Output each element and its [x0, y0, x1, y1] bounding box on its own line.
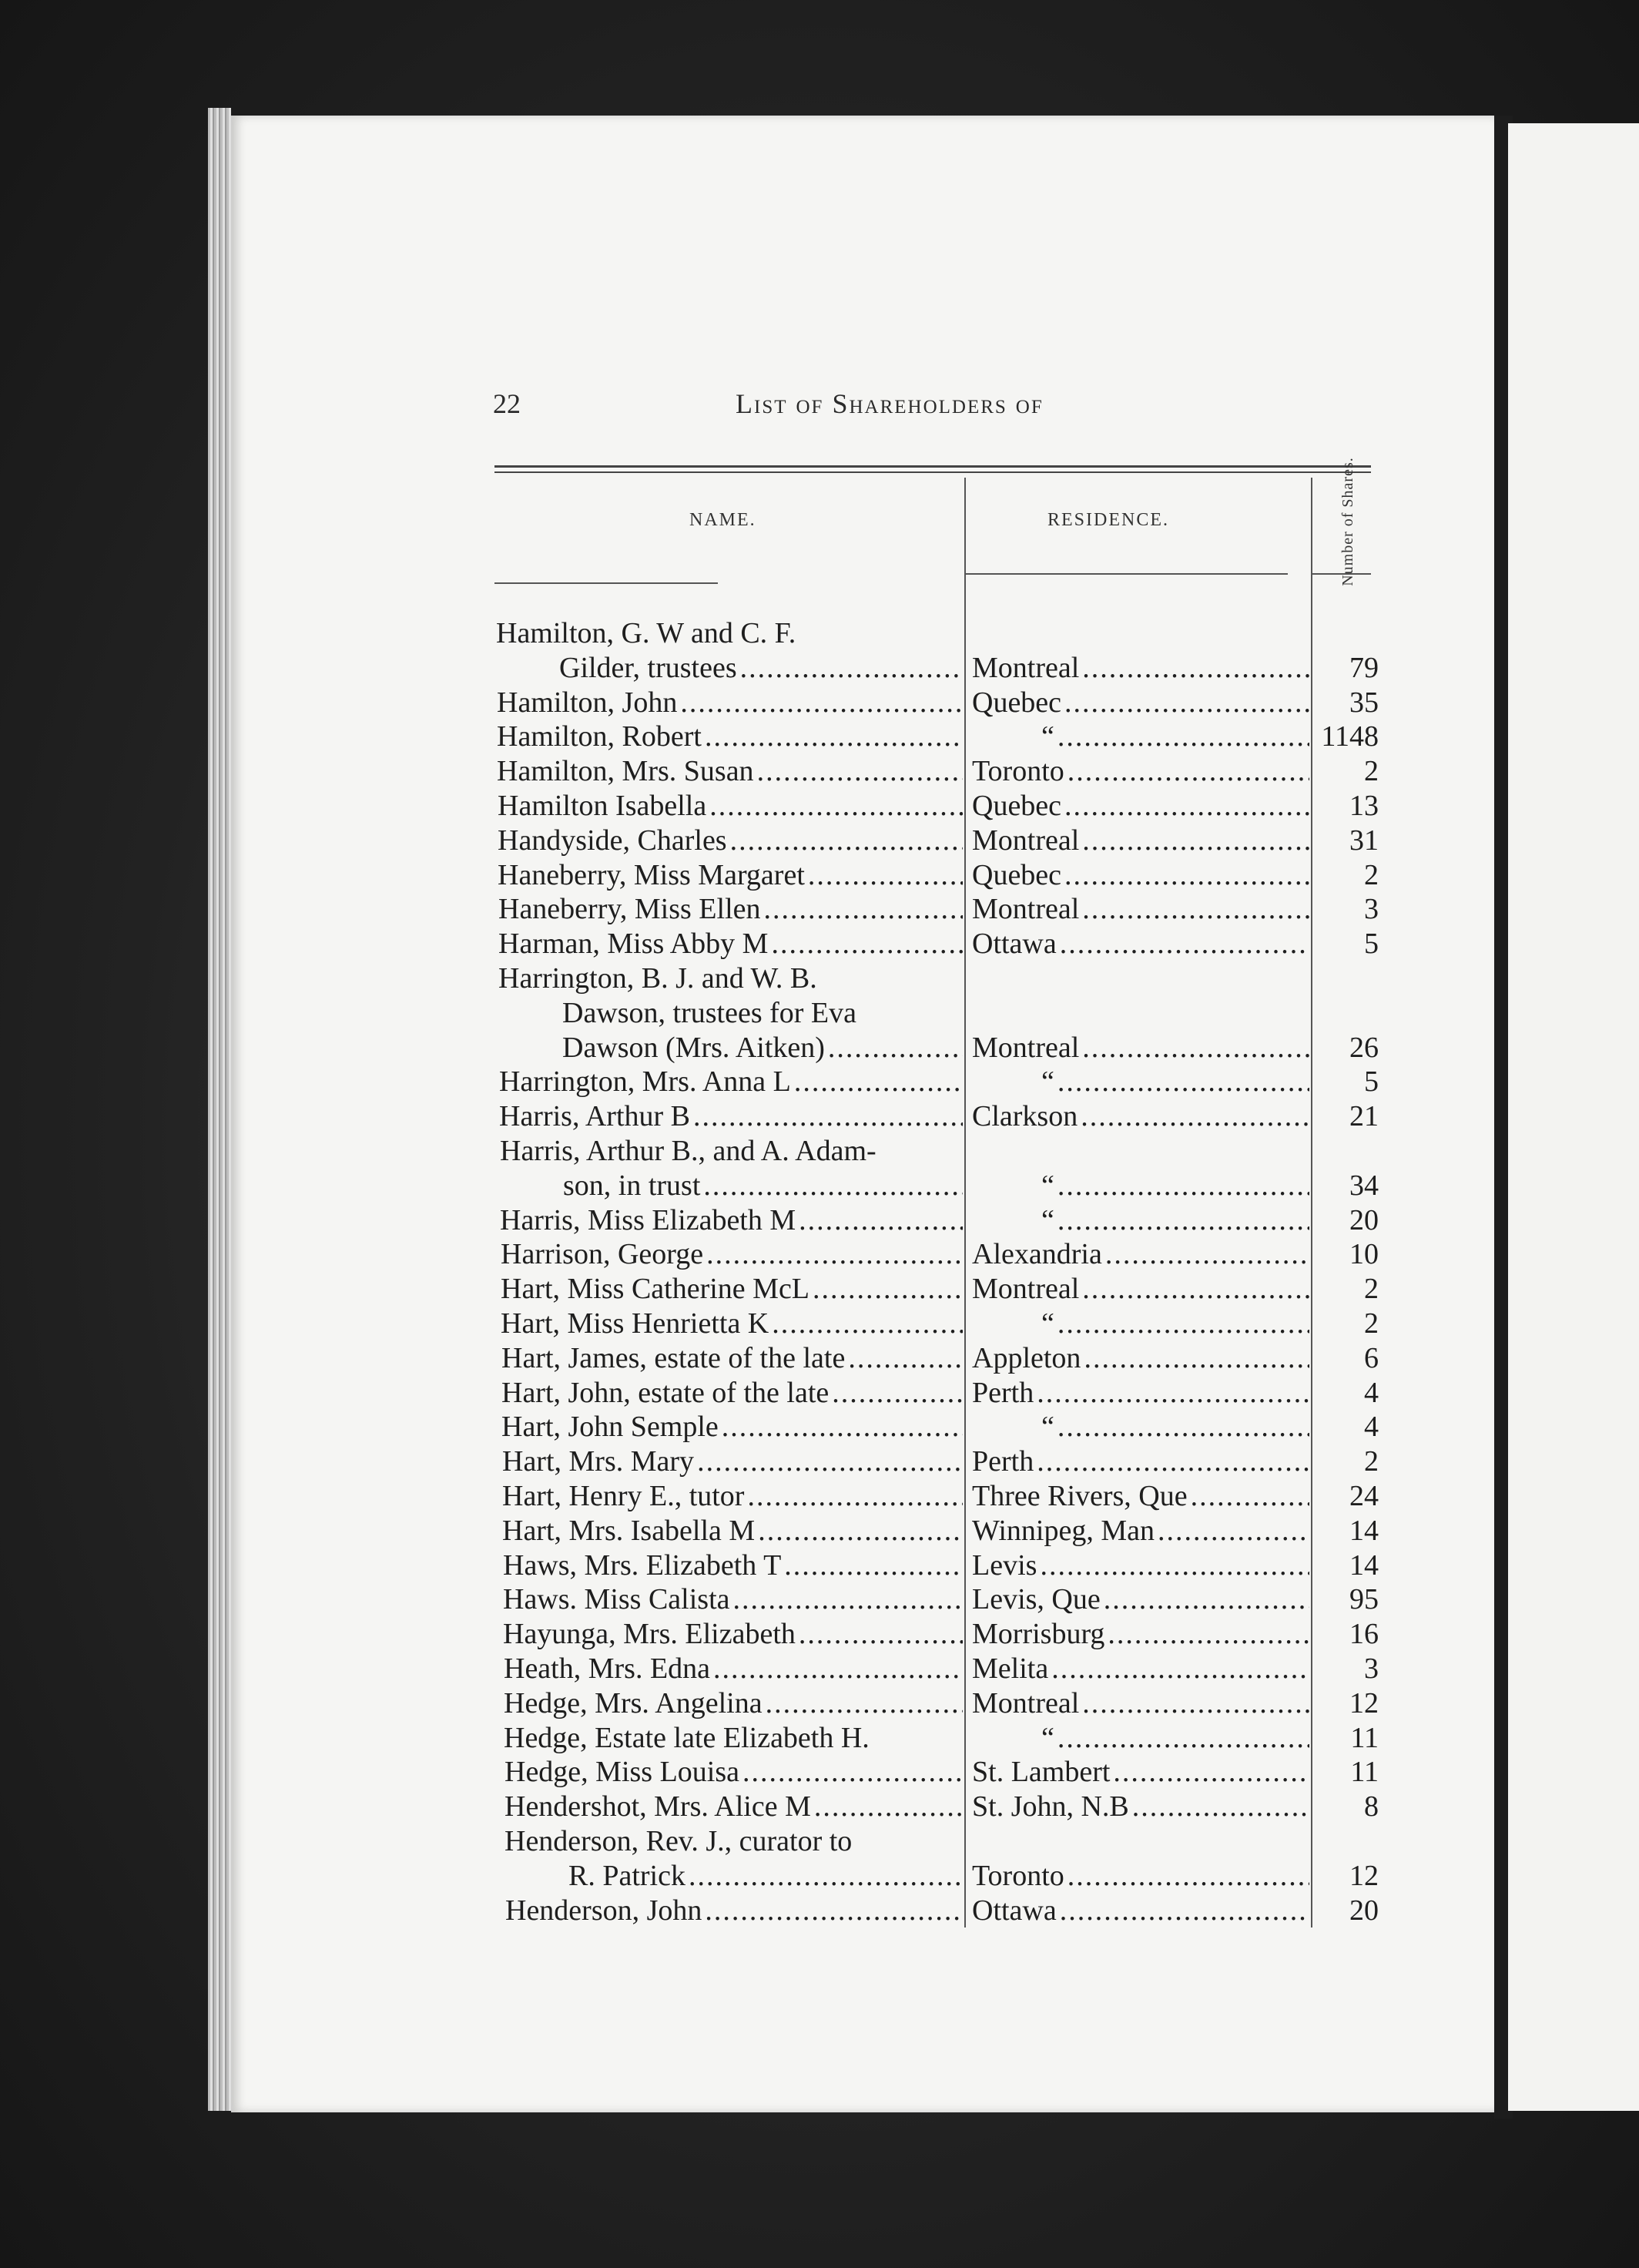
- shareholder-name: [563, 1169, 963, 1203]
- shareholder-shares: 4: [1364, 1376, 1379, 1409]
- shareholder-shares: 6: [1364, 1341, 1379, 1374]
- shareholder-residence-text: Quebec: [972, 859, 1064, 891]
- shareholder-residence: [972, 1686, 1309, 1720]
- shareholder-shares: 8: [1364, 1790, 1379, 1823]
- page-number: 22: [493, 388, 521, 419]
- table-row: [0, 1686, 1639, 1720]
- shareholder-residence: [972, 1652, 1309, 1686]
- shareholder-name-text: Harris, Arthur B: [499, 1100, 693, 1132]
- shareholder-shares: 3: [1364, 1652, 1379, 1685]
- shareholder-name-text: Henderson, Rev. J., curator to: [504, 1825, 855, 1857]
- shareholder-name: [504, 1790, 963, 1823]
- shareholder-residence-text: Perth: [972, 1445, 1037, 1478]
- shareholder-name-text: Haneberry, Miss Ellen: [498, 893, 764, 925]
- shareholder-shares: 2: [1364, 1445, 1379, 1478]
- table-row: [0, 1652, 1639, 1686]
- shareholder-name: [501, 1272, 963, 1306]
- table-row: [0, 1444, 1639, 1478]
- table-row: [0, 1721, 1639, 1755]
- page-title: List of Shareholders of: [736, 388, 1044, 419]
- shareholder-name-text: Harman, Miss Abby M: [498, 928, 771, 960]
- shareholder-name: [504, 1721, 963, 1755]
- shareholder-residence: [972, 1272, 1309, 1306]
- shareholder-name: [496, 616, 963, 650]
- shareholder-name-text: Hamilton, John: [497, 686, 680, 719]
- table-row: [0, 1894, 1639, 1927]
- shareholder-shares: 34: [1349, 1169, 1379, 1202]
- shareholder-residence-text: Montreal: [972, 1687, 1082, 1719]
- shareholder-residence: [972, 720, 1309, 753]
- shareholder-name: [501, 1307, 963, 1340]
- shareholder-shares: 20: [1349, 1203, 1379, 1236]
- shareholder-residence: [972, 1237, 1309, 1271]
- shareholder-name-text: Hamilton, Mrs. Susan: [497, 755, 757, 787]
- shareholder-shares: 2: [1364, 755, 1379, 788]
- shareholder-residence: [972, 1410, 1309, 1444]
- shareholder-residence-text: Montreal: [972, 1273, 1082, 1305]
- shareholder-shares: 95: [1349, 1583, 1379, 1616]
- shareholder-residence-text: Ottawa: [972, 928, 1060, 960]
- shareholder-name: [568, 1859, 963, 1893]
- table-row: [0, 686, 1639, 720]
- shareholder-shares: 20: [1349, 1894, 1379, 1927]
- table-row: [0, 1341, 1639, 1375]
- table-row: [0, 651, 1639, 685]
- shareholder-shares: 14: [1349, 1514, 1379, 1547]
- shareholder-residence-text: Morrisburg: [972, 1618, 1108, 1650]
- shareholder-residence-text: Quebec: [972, 790, 1064, 822]
- shareholder-name-text: Hart, Mrs. Isabella M: [502, 1515, 758, 1547]
- shareholder-name-text: Hamilton Isabella: [498, 790, 709, 822]
- shareholder-shares: 16: [1349, 1618, 1379, 1651]
- shareholder-residence-text: Levis: [972, 1549, 1040, 1582]
- table-row: [0, 1824, 1639, 1858]
- shareholder-name-text: Hart, James, estate of the late: [501, 1342, 848, 1374]
- shareholder-name: [498, 892, 963, 926]
- shareholder-residence: [972, 1894, 1309, 1927]
- shareholder-name-text: Hart, Henry E., tutor: [502, 1480, 747, 1512]
- column-header-name: NAME.: [689, 510, 756, 530]
- table-row: [0, 1203, 1639, 1237]
- table-row: [0, 789, 1639, 823]
- table-row: [0, 1237, 1639, 1271]
- shareholder-name-text: Hamilton, G. W and C. F.: [496, 617, 799, 649]
- shareholder-name: [505, 1894, 963, 1927]
- shareholder-name-text: Haneberry, Miss Margaret: [498, 859, 808, 891]
- shareholder-residence-text: “: [972, 1411, 1057, 1443]
- table-row: [0, 1755, 1639, 1789]
- shareholder-residence-text: Appleton: [972, 1342, 1084, 1374]
- shareholder-residence-text: Alexandria: [972, 1238, 1105, 1270]
- shareholder-name: [501, 1341, 963, 1375]
- shareholder-residence: [972, 1065, 1309, 1099]
- shareholder-name-text: Hamilton, Robert: [497, 720, 705, 753]
- shareholder-name: [499, 1065, 963, 1099]
- shareholder-name-text: Henderson, John: [505, 1894, 705, 1927]
- shareholder-shares: 14: [1349, 1548, 1379, 1582]
- shareholder-name-text: Harris, Arthur B., and A. Adam-: [500, 1135, 880, 1167]
- shareholder-residence: [972, 858, 1309, 892]
- shareholder-residence-text: Clarkson: [972, 1100, 1081, 1132]
- shareholder-name: [501, 1410, 963, 1444]
- shareholder-residence: [972, 927, 1309, 961]
- shareholder-residence-text: “: [972, 1722, 1057, 1754]
- shareholder-name: [502, 1514, 963, 1548]
- table-row: [0, 754, 1639, 788]
- shareholder-residence: [972, 892, 1309, 926]
- table-row: [0, 1859, 1639, 1893]
- shareholder-residence-text: Winnipeg, Man: [972, 1515, 1158, 1547]
- shareholder-shares: 5: [1364, 1065, 1379, 1099]
- shareholder-name-text: Harrington, Mrs. Anna L: [499, 1065, 794, 1098]
- shareholder-residence: [972, 1169, 1309, 1203]
- shareholder-residence-text: Three Rivers, Que: [972, 1480, 1191, 1512]
- table-row: [0, 1514, 1639, 1548]
- table-row: [0, 616, 1639, 650]
- shareholder-shares: 4: [1364, 1411, 1379, 1444]
- shareholder-residence: [972, 1755, 1309, 1789]
- table-row: [0, 892, 1639, 926]
- shareholder-residence: [972, 686, 1309, 720]
- shareholder-name-text: Haws, Mrs. Elizabeth T: [503, 1549, 784, 1582]
- shareholder-residence: [972, 651, 1309, 685]
- shareholder-residence: [972, 1514, 1309, 1548]
- shareholder-name: [498, 824, 963, 857]
- shareholder-name: [503, 1582, 963, 1616]
- shareholder-name-text: Handyside, Charles: [498, 824, 730, 857]
- shareholder-residence: [972, 1376, 1309, 1410]
- shareholder-residence-text: Quebec: [972, 686, 1064, 719]
- shareholder-residence-text: Montreal: [972, 824, 1082, 857]
- shareholder-shares: 12: [1349, 1686, 1379, 1719]
- shareholder-shares: 2: [1364, 1273, 1379, 1306]
- shareholder-name: [502, 1444, 963, 1478]
- shareholder-name: [498, 927, 963, 961]
- shareholder-name: [502, 1479, 963, 1513]
- shareholder-name-text: Harrington, B. J. and W. B.: [498, 962, 820, 995]
- shareholder-name: [498, 961, 963, 995]
- shareholder-residence: [972, 754, 1309, 788]
- shareholder-name-text: Dawson, trustees for Eva: [562, 997, 860, 1029]
- shareholder-name-text: Heath, Mrs. Edna: [504, 1652, 713, 1685]
- shareholder-shares: 13: [1349, 790, 1379, 822]
- shareholder-name-text: Hart, Mrs. Mary: [502, 1445, 697, 1478]
- shareholder-residence: [972, 1548, 1309, 1582]
- shareholder-shares: 11: [1350, 1721, 1379, 1754]
- shareholder-name: [497, 754, 963, 788]
- shareholder-name-text: Hart, Miss Henrietta K: [501, 1307, 772, 1340]
- shareholder-shares: 1148: [1321, 720, 1379, 753]
- shareholder-shares: 11: [1350, 1756, 1379, 1789]
- shareholder-residence: [972, 789, 1309, 823]
- column-header-shares-text: Number of Shares.: [1339, 457, 1356, 586]
- shareholder-name-text: Harrison, George: [501, 1238, 706, 1270]
- shareholder-residence-text: “: [972, 1169, 1057, 1202]
- table-row: [0, 1582, 1639, 1616]
- shareholder-name: [562, 1031, 963, 1065]
- shareholder-residence-text: Toronto: [972, 1860, 1068, 1892]
- table-row: [0, 824, 1639, 857]
- shareholder-name: [498, 858, 963, 892]
- table-row: [0, 1169, 1639, 1203]
- shareholder-name: [504, 1824, 963, 1858]
- table-row: [0, 1479, 1639, 1513]
- shareholder-residence: [972, 1721, 1309, 1755]
- shareholder-residence: [972, 1099, 1309, 1133]
- shareholder-name-text: Hedge, Estate late Elizabeth H.: [504, 1722, 873, 1754]
- shareholder-name: [501, 1237, 963, 1271]
- shareholder-shares: 2: [1364, 858, 1379, 891]
- shareholder-residence-text: “: [972, 720, 1057, 753]
- shareholder-residence-text: Montreal: [972, 893, 1082, 925]
- column-header-residence: RESIDENCE.: [1047, 510, 1169, 530]
- shareholder-name: [497, 720, 963, 753]
- shareholder-residence: [972, 1203, 1309, 1237]
- shareholder-name: [503, 1548, 963, 1582]
- table-row: [0, 1548, 1639, 1582]
- shareholder-name: [562, 996, 963, 1030]
- shareholder-name-text: R. Patrick: [568, 1860, 689, 1892]
- shareholder-residence-text: Ottawa: [972, 1894, 1060, 1927]
- table-row: [0, 1617, 1639, 1651]
- shareholder-name: [504, 1686, 963, 1720]
- shareholder-shares: 31: [1349, 824, 1379, 857]
- table-row: [0, 1099, 1639, 1133]
- shareholder-shares: 35: [1349, 686, 1379, 719]
- table-row: [0, 1272, 1639, 1306]
- shareholder-name-text: Dawson (Mrs. Aitken): [562, 1032, 828, 1064]
- shareholder-residence-text: Montreal: [972, 1032, 1082, 1064]
- table-row: [0, 858, 1639, 892]
- shareholder-name-text: Hedge, Miss Louisa: [504, 1756, 742, 1788]
- shareholder-residence: [972, 1341, 1309, 1375]
- table-row: [0, 1134, 1639, 1168]
- shareholder-residence-text: St. Lambert: [972, 1756, 1113, 1788]
- shareholder-residence: [972, 824, 1309, 857]
- shareholder-residence-text: Melita: [972, 1652, 1051, 1685]
- table-row: [0, 1307, 1639, 1340]
- shareholder-name-text: Hart, Miss Catherine McL: [501, 1273, 813, 1305]
- shareholder-residence: [972, 1444, 1309, 1478]
- shareholder-shares: 2: [1364, 1307, 1379, 1340]
- shareholder-shares: 10: [1349, 1238, 1379, 1271]
- table-row: [0, 996, 1639, 1030]
- table-row: [0, 961, 1639, 995]
- shareholder-shares: 21: [1349, 1100, 1379, 1133]
- shareholder-name-text: Hendershot, Mrs. Alice M: [504, 1790, 814, 1823]
- shareholder-name: [499, 1099, 963, 1133]
- shareholder-residence-text: “: [972, 1204, 1057, 1236]
- shareholder-name-text: Harris, Miss Elizabeth M: [500, 1204, 799, 1236]
- shareholder-name-text: Gilder, trustees: [559, 652, 740, 684]
- shareholder-name: [503, 1617, 963, 1651]
- shareholder-residence-text: St. John, N.B: [972, 1790, 1132, 1823]
- table-row: [0, 1410, 1639, 1444]
- shareholder-shares: 12: [1349, 1859, 1379, 1892]
- shareholder-name-text: Haws. Miss Calista: [503, 1583, 733, 1615]
- table-row: [0, 1376, 1639, 1410]
- shareholder-name: [497, 686, 963, 720]
- shareholder-residence-text: Perth: [972, 1377, 1037, 1409]
- shareholder-shares: 26: [1349, 1031, 1379, 1064]
- shareholder-name: [559, 651, 963, 685]
- shareholder-shares: 5: [1364, 928, 1379, 961]
- shareholder-name: [501, 1376, 963, 1410]
- shareholder-residence: [972, 1859, 1309, 1893]
- shareholder-name-text: Hayunga, Mrs. Elizabeth: [503, 1618, 799, 1650]
- shareholder-shares: 79: [1349, 651, 1379, 684]
- shareholder-name: [500, 1134, 963, 1168]
- shareholder-name: [504, 1755, 963, 1789]
- table-row: [0, 1065, 1639, 1099]
- shareholder-residence-text: Levis, Que: [972, 1583, 1104, 1615]
- shareholder-name-text: Hart, John, estate of the late: [501, 1377, 832, 1409]
- shareholder-shares: 3: [1364, 893, 1379, 926]
- table-row: [0, 1031, 1639, 1065]
- shareholder-residence: [972, 1031, 1309, 1065]
- shareholder-name: [498, 789, 963, 823]
- shareholder-residence: [972, 1479, 1309, 1513]
- shareholder-name-text: Hart, John Semple: [501, 1411, 722, 1443]
- shareholder-residence: [972, 1307, 1309, 1340]
- shareholder-residence-text: “: [972, 1307, 1057, 1340]
- shareholder-name-text: Hedge, Mrs. Angelina: [504, 1687, 766, 1719]
- shareholder-name: [504, 1652, 963, 1686]
- shareholder-residence-text: Toronto: [972, 755, 1068, 787]
- shareholder-residence-text: Montreal: [972, 652, 1082, 684]
- shareholder-name: [500, 1203, 963, 1237]
- shareholder-residence: [972, 1790, 1309, 1823]
- shareholder-residence: [972, 1582, 1309, 1616]
- shareholder-residence: [972, 1617, 1309, 1651]
- table-row: [0, 927, 1639, 961]
- table-row: [0, 720, 1639, 753]
- shareholder-shares: 24: [1349, 1480, 1379, 1512]
- shareholder-name-text: son, in trust: [563, 1169, 703, 1202]
- shareholder-residence-text: “: [972, 1065, 1057, 1098]
- table-row: [0, 1790, 1639, 1823]
